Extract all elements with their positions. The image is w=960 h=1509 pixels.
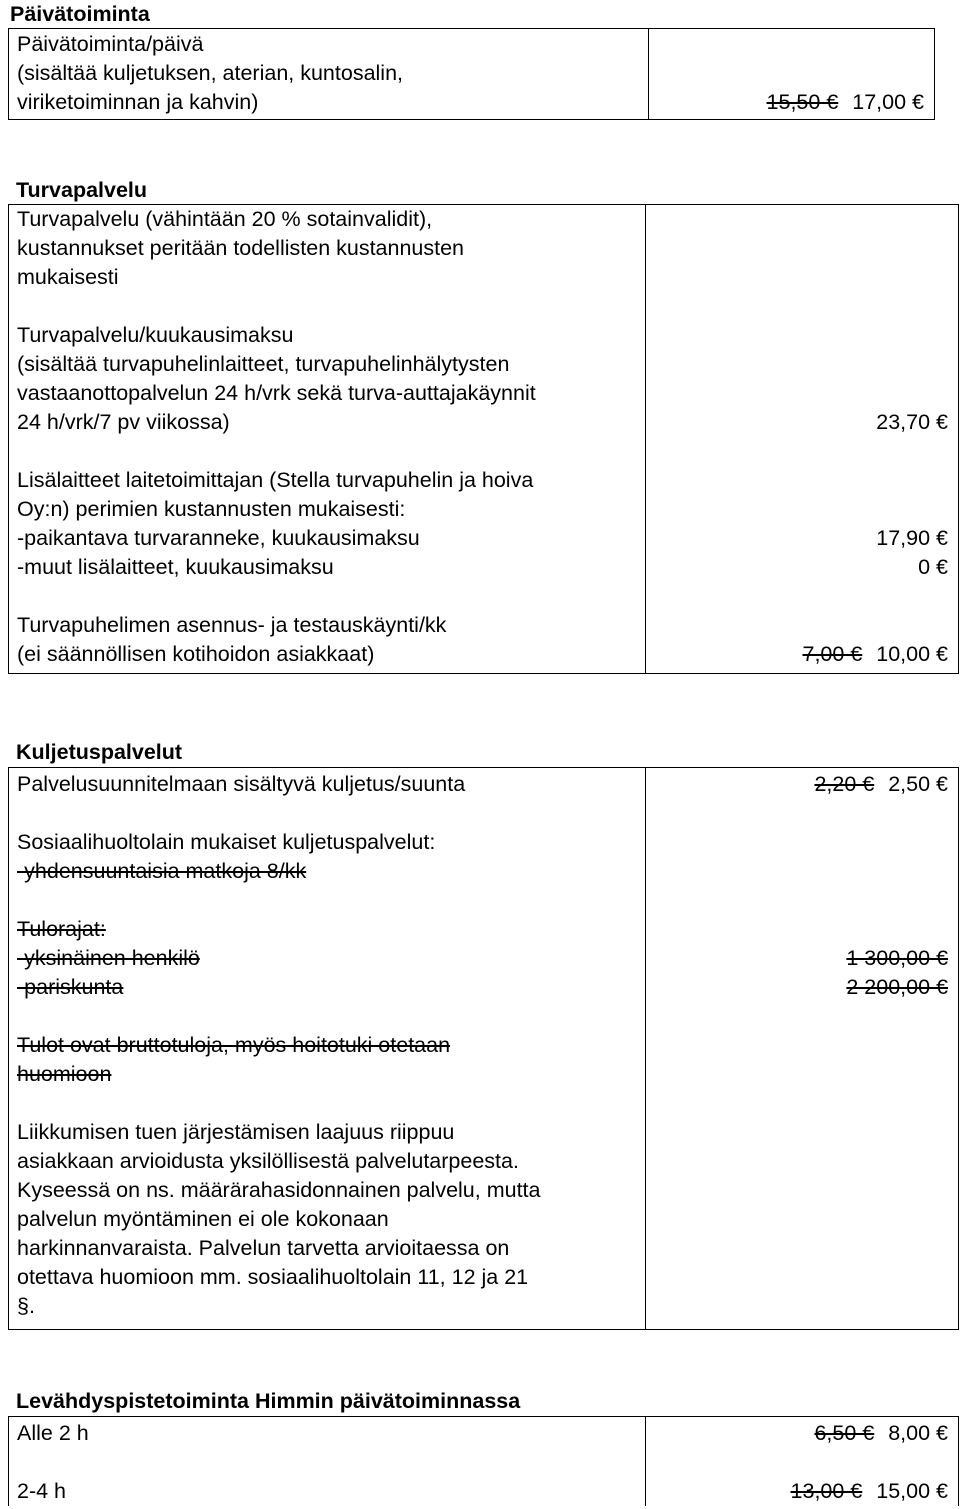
table-row xyxy=(9,29,935,120)
kuljetus-heading: Kuljetuspalvelut xyxy=(16,740,183,764)
turvapalvelu-price-cell xyxy=(646,205,959,674)
new-price: 8,00 € xyxy=(888,1421,948,1445)
turvapalvelu-extras-line: Lisälaitteet laitetoimittajan (Stella turvapuhelin ja hoiva xyxy=(17,468,534,492)
table-row xyxy=(9,768,959,1330)
kuljetus-row1-label: Palvelusuunnitelmaan sisältyvä kuljetus/suunta xyxy=(17,772,466,796)
new-price: 10,00 € xyxy=(876,642,948,666)
turvapalvelu-monthly-line: vastaanottopalvelun 24 h/vrk sekä turva-auttajakäynnit xyxy=(17,381,536,405)
paivatoiminta-price xyxy=(649,88,934,117)
table-row xyxy=(9,205,959,674)
paivatoiminta-line: viriketoiminnan ja kahvin) xyxy=(17,90,259,114)
kuljetus-support-note-line: harkinnanvaraista. Palvelun tarvetta arvioitaessa on xyxy=(17,1236,510,1260)
kuljetus-support-note-line: palvelun myöntäminen ei ole kokonaan xyxy=(17,1207,389,1231)
kuljetus-single-label: -yksinäinen henkilö xyxy=(17,946,200,970)
old-price: 2,20 € xyxy=(814,772,875,796)
paivatoiminta-line: Päivätoiminta/päivä xyxy=(17,32,204,56)
turvapalvelu-intro-line: mukaisesti xyxy=(17,265,119,289)
old-price: 15,50 € xyxy=(766,90,839,114)
old-price: 13,00 € xyxy=(790,1479,863,1503)
turvapalvelu-extras-line: Oy:n) perimien kustannusten mukaisesti: xyxy=(17,497,406,521)
kuljetus-support-note-line: Liikkumisen tuen järjestämisen laajuus riippuu xyxy=(17,1120,455,1144)
kuljetus-couple-value: 2 200,00 € xyxy=(846,975,948,999)
paivatoiminta-desc xyxy=(9,29,649,120)
turvapalvelu-table xyxy=(8,204,959,674)
kuljetus-desc xyxy=(9,768,646,1330)
turvapalvelu-item2-price: 0 € xyxy=(918,555,948,579)
turvapalvelu-monthly-line: 24 h/vrk/7 pv viikossa) xyxy=(17,410,230,434)
kuljetus-table xyxy=(8,767,959,1330)
paivatoiminta-price-cell xyxy=(649,29,935,120)
turvapalvelu-install-line: Turvapuhelimen asennus- ja testauskäynti/kk xyxy=(17,613,447,637)
new-price: 17,00 € xyxy=(852,90,924,114)
turvapalvelu-install-price xyxy=(646,640,958,669)
levahdys-row2-label: 2-4 h xyxy=(17,1479,67,1503)
new-price: 2,50 € xyxy=(888,772,948,796)
levahdys-heading: Levähdyspistetoiminta Himmin päivätoiminnassa xyxy=(16,1389,521,1413)
turvapalvelu-item1-label: -paikantava turvaranneke, kuukausimaksu xyxy=(17,526,420,550)
kuljetus-gross-note-line: huomioon xyxy=(17,1062,112,1086)
paivatoiminta-table xyxy=(8,28,935,120)
turvapalvelu-intro-line: kustannukset peritään todellisten kustannusten xyxy=(17,236,465,260)
kuljetus-support-note-line: asiakkaan arvioidusta yksilöllisestä palvelutarpeesta. xyxy=(17,1149,519,1173)
old-price: 6,50 € xyxy=(814,1421,875,1445)
levahdys-row1-price xyxy=(646,1419,958,1448)
turvapalvelu-monthly-price: 23,70 € xyxy=(876,410,948,434)
levahdys-table xyxy=(8,1416,959,1506)
levahdys-row1-label: Alle 2 h xyxy=(17,1421,89,1445)
paivatoiminta-line: (sisältää kuljetuksen, aterian, kuntosalin, xyxy=(17,61,404,85)
turvapalvelu-install-label: (ei säännöllisen kotihoidon asiakkaat) xyxy=(17,642,375,666)
turvapalvelu-item2-label: -muut lisälaitteet, kuukausimaksu xyxy=(17,555,334,579)
turvapalvelu-monthly-line: (sisältää turvapuhelinlaitteet, turvapuhelinhälytysten xyxy=(17,352,510,376)
levahdys-price-cell xyxy=(646,1417,959,1507)
kuljetus-support-note-line: §. xyxy=(17,1294,35,1318)
turvapalvelu-item1-price: 17,90 € xyxy=(876,526,948,550)
levahdys-row2-price xyxy=(646,1477,958,1506)
turvapalvelu-monthly-line: Turvapalvelu/kuukausimaksu xyxy=(17,323,294,347)
kuljetus-single-value: 1 300,00 € xyxy=(846,946,948,970)
paivatoiminta-heading: Päivätoiminta xyxy=(10,2,150,26)
kuljetus-income-heading: Tulorajat: xyxy=(17,917,106,941)
kuljetus-couple-label: -pariskunta xyxy=(17,975,124,999)
kuljetus-support-note-line: otettava huomioon mm. sosiaalihuoltolain 11, 12 ja 21 xyxy=(17,1265,529,1289)
kuljetus-sos-trips: -yhdensuuntaisia matkoja 8/kk xyxy=(17,859,307,883)
kuljetus-row1-price xyxy=(646,770,958,799)
turvapalvelu-heading: Turvapalvelu xyxy=(16,178,148,202)
table-row xyxy=(9,1417,959,1507)
kuljetus-sos-label: Sosiaalihuoltolain mukaiset kuljetuspalvelut: xyxy=(17,830,436,854)
levahdys-desc xyxy=(9,1417,646,1507)
kuljetus-price-cell xyxy=(646,768,959,1330)
turvapalvelu-desc xyxy=(9,205,646,674)
kuljetus-support-note-line: Kyseessä on ns. määrärahasidonnainen palvelu, mutta xyxy=(17,1178,541,1202)
kuljetus-gross-note-line: Tulot ovat bruttotuloja, myös hoitotuki otetaan xyxy=(17,1033,451,1057)
turvapalvelu-intro-line: Turvapalvelu (vähintään 20 % sotainvalidit), xyxy=(17,207,433,231)
new-price: 15,00 € xyxy=(876,1479,948,1503)
old-price: 7,00 € xyxy=(802,642,863,666)
